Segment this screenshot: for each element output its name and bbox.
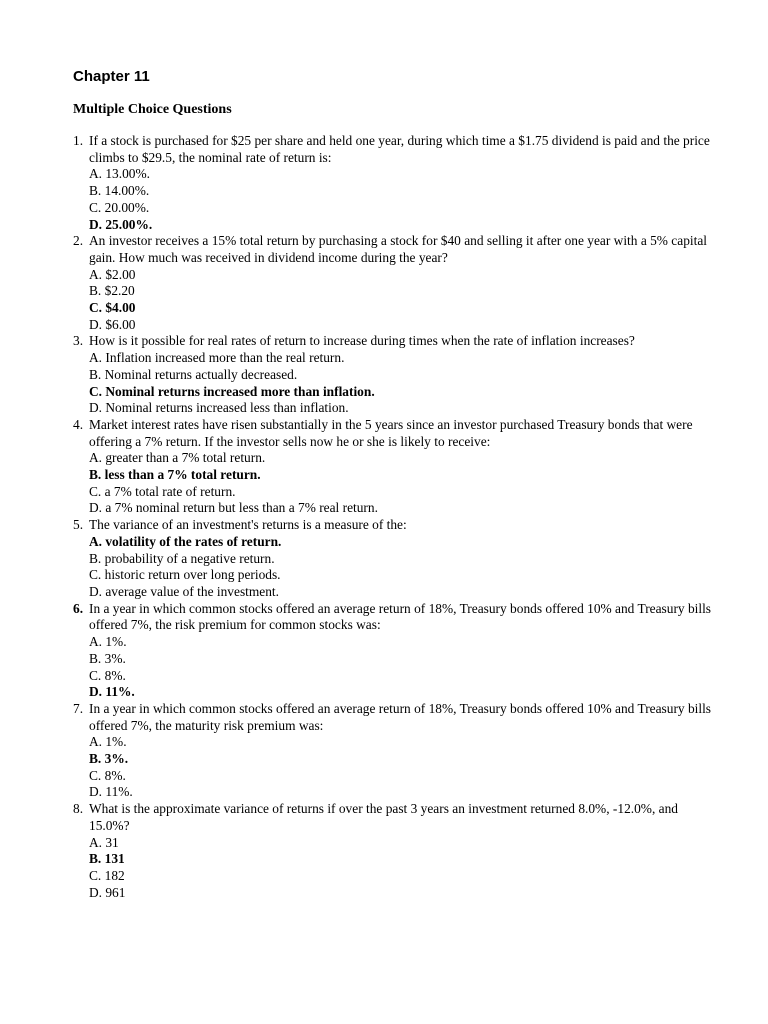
- answer-option: D. average value of the investment.: [89, 583, 279, 599]
- question-number: 7.: [73, 700, 84, 716]
- section-title: Multiple Choice Questions: [73, 102, 232, 117]
- answer-option: A. $2.00: [89, 266, 136, 282]
- answer-option-correct: D. 11%.: [89, 684, 135, 700]
- question-text: How is it possible for real rates of return to increase during times when the rate of inflation increases?: [89, 333, 635, 349]
- answer-option: C. a 7% total rate of return.: [89, 483, 236, 499]
- answer-option-correct: B. 131: [89, 851, 125, 867]
- answer-option-correct: B. 3%.: [89, 751, 129, 767]
- question-number: 5.: [73, 517, 84, 533]
- answer-option: D. 11%.: [89, 784, 133, 800]
- answer-option: A. 1%.: [89, 634, 127, 650]
- answer-option-correct: B. less than a 7% total return.: [89, 467, 261, 483]
- question-text: What is the approximate variance of returns if over the past 3 years an investment returned 8.0%, -12.0%, and 15.0%?: [89, 801, 678, 833]
- question-item: [73, 333, 713, 417]
- answer-option: A. 31: [89, 834, 119, 850]
- question-item: [73, 233, 713, 333]
- question-number: 8.: [73, 801, 84, 817]
- document-page: [73, 66, 713, 901]
- answer-option: B. probability of a negative return.: [89, 550, 275, 566]
- answer-option: B. $2.20: [89, 283, 135, 299]
- question-text: Market interest rates have risen substantially in the 5 years since an investor purchased Treasury bonds that were offering a 7% return. If the investor sells now he or she is likely to receive:: [89, 416, 693, 449]
- answer-option: A. Inflation increased more than the real return.: [89, 350, 345, 366]
- question-text: If a stock is purchased for $25 per share and held one year, during which time a $1.75 dividend is paid and the price climbs to $29.5, the nominal rate of return is:: [89, 133, 710, 165]
- answer-option: A. 13.00%.: [89, 166, 150, 182]
- answer-option: D. Nominal returns increased less than inflation.: [89, 400, 349, 416]
- question-list: [73, 133, 713, 901]
- answer-option: C. 8%.: [89, 767, 126, 783]
- answer-option-correct: C. Nominal returns increased more than inflation.: [89, 383, 375, 399]
- answer-option: A. 1%.: [89, 734, 127, 750]
- chapter-title: Chapter 11: [73, 68, 150, 85]
- answer-option-correct: D. 25.00%.: [89, 216, 153, 232]
- question-item: [73, 701, 713, 801]
- question-number: 1.: [73, 133, 84, 148]
- question-number: 3.: [73, 333, 84, 349]
- answer-option: C. historic return over long periods.: [89, 567, 281, 583]
- answer-option: D. $6.00: [89, 316, 136, 332]
- question-item: [73, 417, 713, 517]
- question-text: An investor receives a 15% total return by purchasing a stock for $40 and selling it after one year with a 5% capital gain. How much was received in dividend income during the year?: [89, 233, 707, 265]
- question-number: 4.: [73, 416, 84, 432]
- question-item: [73, 517, 713, 601]
- answer-option: D. 961: [89, 884, 126, 900]
- answer-option: C. 20.00%.: [89, 199, 150, 215]
- answer-option: A. greater than a 7% total return.: [89, 450, 266, 466]
- question-item: [73, 801, 713, 901]
- answer-option: C. 182: [89, 867, 125, 883]
- answer-option: B. 3%.: [89, 650, 126, 666]
- question-item: [73, 601, 713, 701]
- question-text: In a year in which common stocks offered an average return of 18%, Treasury bonds offered 10% and Treasury bills offered 7%, the maturity risk premium was:: [89, 700, 712, 733]
- answer-option: D. a 7% nominal return but less than a 7% real return.: [89, 500, 378, 516]
- question-number: 6.: [73, 600, 84, 616]
- answer-option-correct: C. $4.00: [89, 300, 136, 316]
- question-number: 2.: [73, 233, 84, 249]
- question-text: The variance of an investment's returns is a measure of the:: [89, 517, 407, 533]
- answer-option: C. 8%.: [89, 667, 126, 683]
- question-item: [73, 133, 713, 233]
- answer-option: B. Nominal returns actually decreased.: [89, 366, 298, 382]
- answer-option: B. 14.00%.: [89, 183, 150, 199]
- question-text: In a year in which common stocks offered an average return of 18%, Treasury bonds offered 10% and Treasury bills offered 7%, the risk premium for common stocks was:: [89, 600, 712, 633]
- answer-option-correct: A. volatility of the rates of return.: [89, 533, 282, 549]
